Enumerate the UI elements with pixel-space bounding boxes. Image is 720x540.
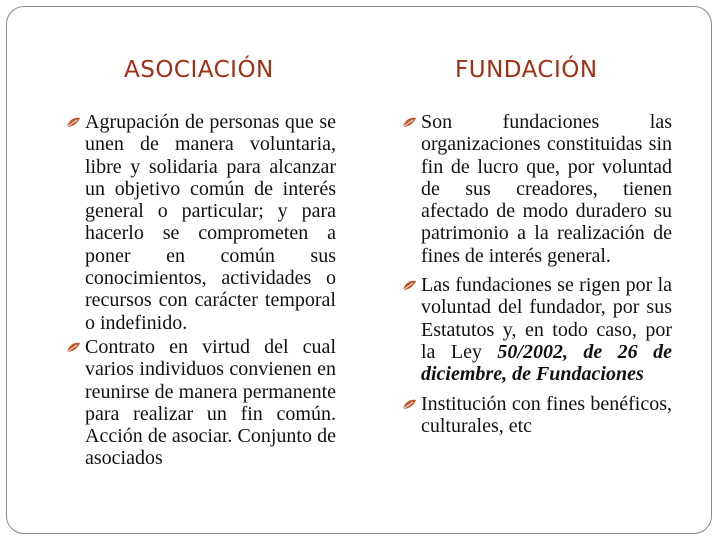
- list-item-text: Contrato en virtud del cual varios individuos convienen en reunirse de manera permanente para realizar un fin común. Acción de asociar. Conjunto de asociados: [85, 335, 336, 470]
- list-item: [402, 274, 672, 385]
- heading-asociacion: ASOCIACIÓN: [124, 57, 274, 83]
- list-item: [402, 111, 672, 267]
- list-item-text: Son fundaciones las organizaciones constituidas sin fin de lucro que, por voluntad de sus creadores, tienen afectado de modo duradero su patrimonio a la realización de fines de interés general.: [421, 111, 672, 267]
- list-item-text: Institución con fines benéficos, culturales, etc: [421, 392, 672, 437]
- leaf-bullet-icon: [402, 280, 417, 291]
- leaf-bullet-icon: [66, 117, 81, 128]
- leaf-bullet-icon: [66, 342, 81, 353]
- fundacion-column: [402, 111, 672, 444]
- list-item-text: Las fundaciones se rigen por la voluntad del fundador, por sus Estatutos y, en todo caso, por la Ley: [421, 274, 672, 363]
- leaf-bullet-icon: [402, 117, 417, 128]
- list-item: [66, 336, 336, 470]
- list-item-text: Agrupación de personas que se unen de manera voluntaria, libre y solidaria para alcanzar un objetivo común de interés general o particular; y para hacerlo se comprometen a poner en común sus conocimientos, actividades o recursos con carácter temporal o indefinido.: [85, 111, 336, 334]
- heading-fundacion: FUNDACIÓN: [455, 57, 598, 83]
- list-item: [66, 111, 336, 334]
- leaf-bullet-icon: [402, 399, 417, 410]
- law-reference: 50/2002, de 26 de diciembre, de Fundaciones: [421, 340, 672, 386]
- asociacion-column: [66, 111, 336, 472]
- list-item: [402, 393, 672, 438]
